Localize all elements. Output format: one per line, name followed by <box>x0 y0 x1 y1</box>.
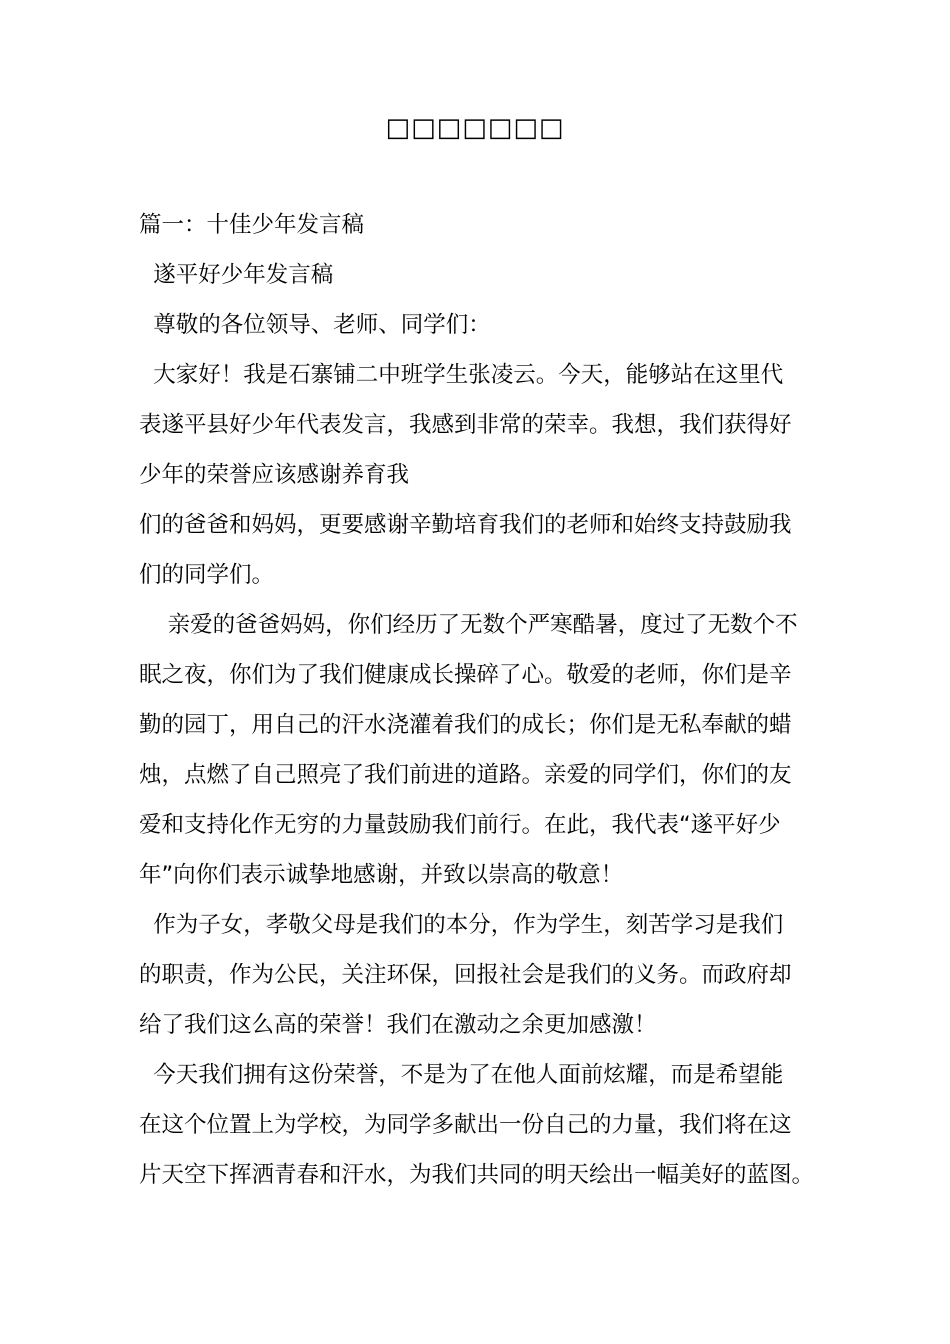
document-title: □□□□□□□ <box>385 113 565 143</box>
document-line-12: 烛，点燃了自己照亮了我们前进的道路。亲爱的同学们，你们的友 <box>139 762 792 788</box>
document-line-13: 爱和支持化作无穷的力量鼓励我们前行。在此，我代表“遂平好少 <box>139 812 781 838</box>
document-line-15: 作为子女，孝敬父母是我们的本分，作为学生，刻苦学习是我们 <box>139 912 784 938</box>
document-line-17: 给了我们这么高的荣誉！我们在激动之余更加感激！ <box>139 1012 657 1038</box>
document-line-7: 们的爸爸和妈妈，更要感谢辛勤培育我们的老师和始终支持鼓励我 <box>139 512 792 538</box>
document-line-6: 少年的荣誉应该感谢养育我 <box>139 462 410 488</box>
document-line-19: 在这个位置上为学校，为同学多献出一份自己的力量，我们将在这 <box>139 1112 792 1138</box>
document-line-8: 们的同学们。 <box>139 562 275 588</box>
document-line-11: 勤的园丁，用自己的汗水浇灌着我们的成长；你们是无私奉献的蜡 <box>139 712 792 738</box>
document-line-20: 片天空下挥洒青春和汗水，为我们共同的明天绘出一幅美好的蓝图。 <box>139 1162 815 1188</box>
document-line-5: 表遂平县好少年代表发言，我感到非常的荣幸。我想，我们获得好 <box>139 412 792 438</box>
document-line-3: 尊敬的各位领导、老师、同学们： <box>139 312 491 338</box>
document-line-2: 遂平好少年发言稿 <box>139 262 334 288</box>
document-line-1: 篇一：十佳少年发言稿 <box>139 212 365 238</box>
document-line-14: 年”向你们表示诚挚地感谢，并致以崇高的敬意！ <box>139 862 624 888</box>
document-line-18: 今天我们拥有这份荣誉，不是为了在他人面前炫耀，而是希望能 <box>139 1062 784 1088</box>
document-line-9: 亲爱的爸爸妈妈，你们经历了无数个严寒酷暑，度过了无数个不 <box>139 612 798 638</box>
document-line-4: 大家好！我是石寨铺二中班学生张凌云。今天，能够站在这里代 <box>139 362 784 388</box>
document-line-16: 的职责，作为公民，关注环保，回报社会是我们的义务。而政府却 <box>139 962 792 988</box>
document-line-10: 眠之夜，你们为了我们健康成长操碎了心。敬爱的老师，你们是辛 <box>139 662 792 688</box>
